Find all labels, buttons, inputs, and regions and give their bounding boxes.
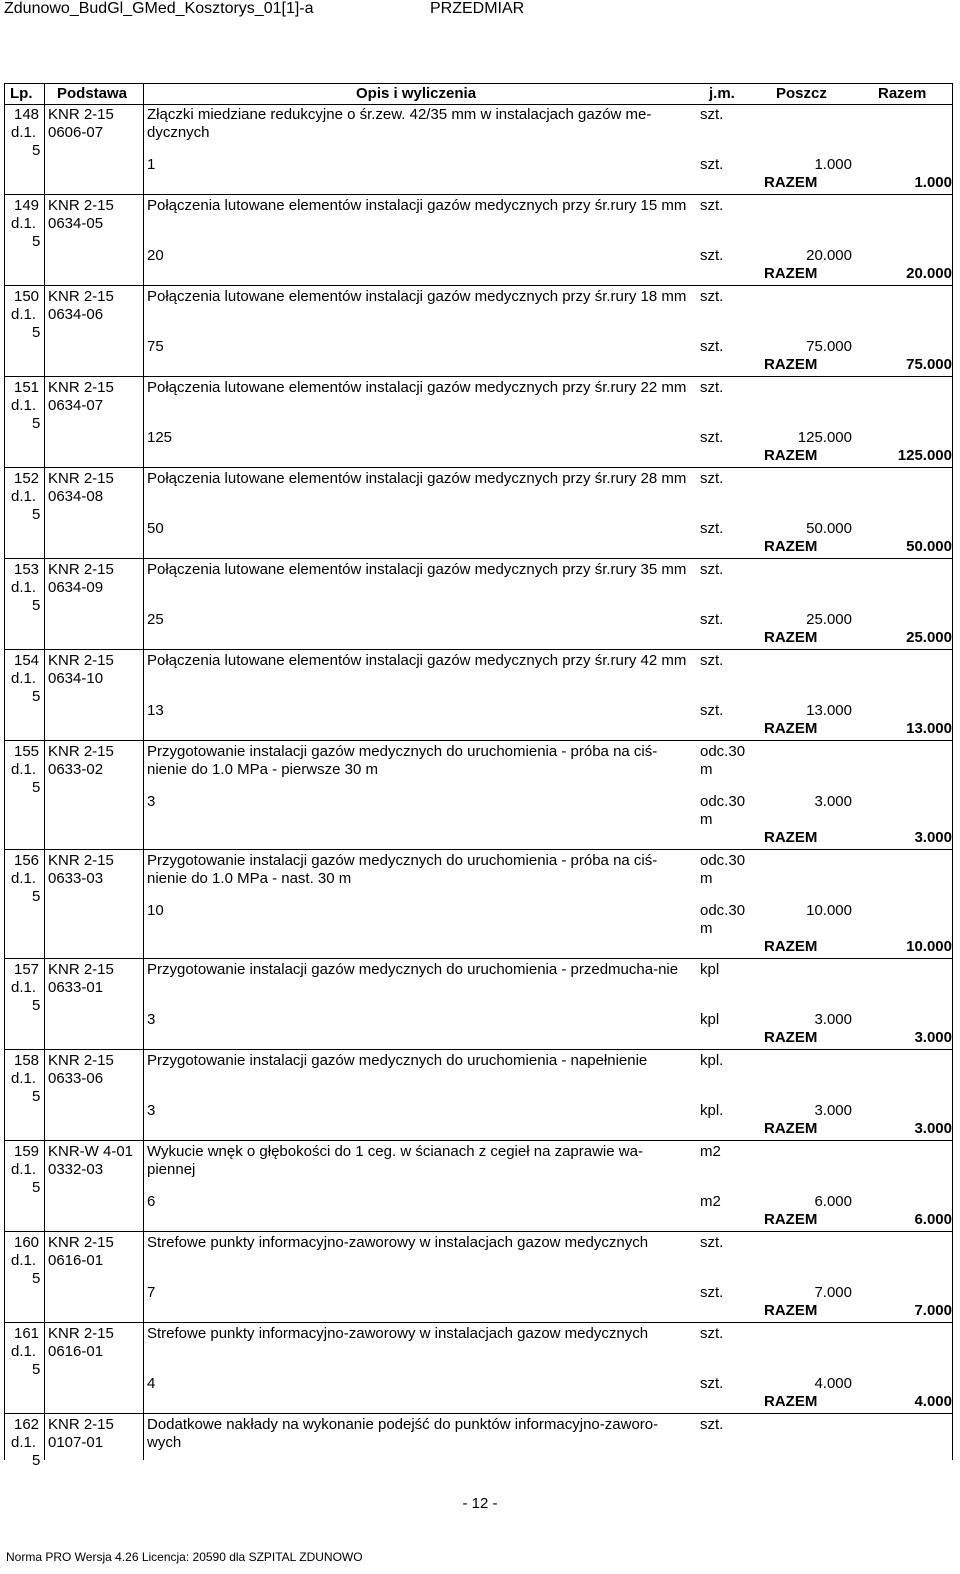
item-unit: szt.: [700, 1234, 724, 1251]
item-quantity: 25: [147, 611, 164, 628]
item-quantity-value: 25.000: [806, 611, 852, 628]
item-unit: szt.: [700, 1416, 724, 1433]
table-row: [4, 377, 952, 468]
item-quantity-unit: szt.: [700, 1284, 724, 1301]
item-total-value: 3.000: [914, 1029, 952, 1046]
item-lp-line: d.1.: [11, 670, 37, 687]
item-quantity: 3: [147, 1102, 156, 1119]
table-row: [4, 559, 952, 650]
item-total-label: RAZEM: [764, 829, 818, 846]
item-description: Przygotowanie instalacji gazów medycznych do uruchomienia - przedmucha-nie: [147, 961, 679, 978]
table-row: [4, 195, 952, 286]
item-unit: szt.: [700, 470, 724, 487]
table-row: [4, 1414, 952, 1482]
item-basis-line: 0332-03: [48, 1161, 104, 1178]
item-basis-line: 0606-07: [48, 124, 104, 141]
item-description: Strefowe punkty informacyjno-zaworowy w instalacjach gazow medycznych: [147, 1325, 649, 1342]
item-description: Połączenia lutowane elementów instalacji gazów medycznych przy śr.rury 15 mm: [147, 197, 687, 214]
item-quantity-value: 125.000: [797, 429, 852, 446]
item-description: Połączenia lutowane elementów instalacji gazów medycznych przy śr.rury 28 mm: [147, 470, 687, 487]
item-lp-line: 149: [14, 197, 40, 214]
item-lp-line: 161: [14, 1325, 40, 1342]
item-lp-line: d.1.: [11, 488, 37, 505]
item-basis-line: 0633-02: [48, 761, 104, 778]
item-lp-line: 157: [14, 961, 40, 978]
item-lp-line: d.1.: [11, 1070, 37, 1087]
item-total-label: RAZEM: [764, 1393, 818, 1410]
item-basis-line: 0634-08: [48, 488, 104, 505]
item-lp-line: 5: [32, 888, 41, 905]
item-lp-line: d.1.: [11, 870, 37, 887]
item-quantity-value: 7.000: [814, 1284, 852, 1301]
item-total-label: RAZEM: [764, 265, 818, 282]
item-basis-line: 0616-01: [48, 1343, 104, 1360]
item-lp-line: d.1.: [11, 215, 37, 232]
item-description: Przygotowanie instalacji gazów medycznych do uruchomienia - próba na ciś-nienie do 1.0 MPa - nast. 30 m: [147, 852, 658, 887]
item-quantity: 75: [147, 338, 164, 355]
item-lp-line: 159: [14, 1143, 40, 1160]
item-total-value: 50.000: [906, 538, 952, 555]
page-number: - 12 -: [462, 1495, 498, 1512]
col-razem: Razem: [878, 85, 927, 102]
item-quantity-value: 3.000: [814, 793, 852, 810]
item-total-value: 1.000: [914, 174, 952, 191]
item-description: Połączenia lutowane elementów instalacji gazów medycznych przy śr.rury 42 mm: [147, 652, 687, 669]
item-lp-line: 5: [32, 1179, 41, 1196]
table-row: [4, 1141, 952, 1232]
item-total-label: RAZEM: [764, 1302, 818, 1319]
item-quantity: 1: [147, 156, 156, 173]
item-unit: szt.: [700, 197, 724, 214]
item-lp-line: d.1.: [11, 1434, 37, 1451]
item-basis-line: 0634-10: [48, 670, 104, 687]
item-total-value: 20.000: [906, 265, 952, 282]
item-total-value: 3.000: [914, 829, 952, 846]
item-basis-line: 0634-05: [48, 215, 104, 232]
item-lp-line: 155: [14, 743, 40, 760]
item-quantity: 50: [147, 520, 164, 537]
item-basis-line: KNR 2-15: [48, 379, 114, 396]
item-quantity-value: 3.000: [814, 1102, 852, 1119]
item-basis-line: KNR-W 4-01: [48, 1143, 134, 1160]
footer-note: Norma PRO Wersja 4.26 Licencja: 20590 dla SZPITAL ZDUNOWO: [6, 1550, 363, 1564]
item-quantity-unit: szt.: [700, 611, 724, 628]
item-lp-line: d.1.: [11, 306, 37, 323]
item-quantity-unit: kpl: [700, 1011, 720, 1028]
item-lp-line: d.1.: [11, 1252, 37, 1269]
item-basis-line: 0616-01: [48, 1252, 104, 1269]
col-podstawa: Podstawa: [57, 85, 128, 102]
item-quantity-value: 75.000: [806, 338, 852, 355]
item-lp-line: 160: [14, 1234, 40, 1251]
item-unit: odc.30 m: [700, 852, 746, 887]
item-lp-line: 150: [14, 288, 40, 305]
item-lp-line: d.1.: [11, 1161, 37, 1178]
item-lp-line: 5: [32, 324, 41, 341]
item-basis-line: 0633-01: [48, 979, 104, 996]
item-quantity-value: 6.000: [814, 1193, 852, 1210]
item-lp-line: 5: [32, 997, 41, 1014]
item-total-value: 75.000: [906, 356, 952, 373]
item-unit: odc.30 m: [700, 743, 746, 778]
item-description: Dodatkowe nakłady na wykonanie podejść do punktów informacyjno-zaworo-wych: [147, 1416, 659, 1451]
item-lp-line: 5: [32, 1270, 41, 1287]
item-lp-line: 5: [32, 1088, 41, 1105]
item-total-label: RAZEM: [764, 356, 818, 373]
item-quantity-value: 3.000: [814, 1011, 852, 1028]
item-basis-line: KNR 2-15: [48, 961, 114, 978]
table-row: [4, 1050, 952, 1141]
item-basis-line: KNR 2-15: [48, 106, 114, 123]
table-row: [4, 468, 952, 559]
item-unit: kpl: [700, 961, 720, 978]
item-lp-line: 5: [32, 597, 41, 614]
item-quantity-unit: szt.: [700, 520, 724, 537]
item-quantity-unit: szt.: [700, 338, 724, 355]
item-total-value: 13.000: [906, 720, 952, 737]
item-description: Przygotowanie instalacji gazów medycznych do uruchomienia - napełnienie: [147, 1052, 648, 1069]
item-quantity: 10: [147, 902, 164, 919]
col-opis: Opis i wyliczenia: [356, 85, 477, 102]
col-lp: Lp.: [10, 85, 33, 102]
item-lp-line: d.1.: [11, 579, 37, 596]
item-basis-line: KNR 2-15: [48, 852, 114, 869]
item-total-value: 10.000: [906, 938, 952, 955]
table-row: [4, 286, 952, 377]
item-basis-line: 0634-07: [48, 397, 104, 414]
item-total-value: 4.000: [914, 1393, 952, 1410]
item-quantity-value: 50.000: [806, 520, 852, 537]
item-basis-line: KNR 2-15: [48, 1234, 114, 1251]
item-lp-line: 5: [32, 688, 41, 705]
item-basis-line: 0633-06: [48, 1070, 104, 1087]
item-basis-line: KNR 2-15: [48, 1325, 114, 1342]
item-quantity: 125: [147, 429, 173, 446]
item-quantity-value: 20.000: [806, 247, 852, 264]
item-description: Wykucie wnęk o głębokości do 1 ceg. w ścianach z cegieł na zaprawie wa-piennej: [147, 1143, 643, 1178]
item-basis-line: 0634-09: [48, 579, 104, 596]
item-lp-line: 5: [32, 506, 41, 523]
item-total-value: 7.000: [914, 1302, 952, 1319]
table-row: [4, 104, 952, 195]
item-lp-line: 5: [32, 233, 41, 250]
item-description: Przygotowanie instalacji gazów medycznych do uruchomienia - próba na ciś-nienie do 1.0 MPa - pierwsze 30 m: [147, 743, 658, 778]
item-total-label: RAZEM: [764, 1120, 818, 1137]
item-quantity: 4: [147, 1375, 156, 1392]
item-basis-line: 0107-01: [48, 1434, 104, 1451]
item-lp-line: 5: [32, 1452, 41, 1469]
table-row: [4, 650, 952, 741]
item-quantity: 7: [147, 1284, 156, 1301]
item-quantity: 3: [147, 793, 156, 810]
item-total-value: 25.000: [906, 629, 952, 646]
item-unit: szt.: [700, 652, 724, 669]
table-row: [4, 959, 952, 1050]
item-unit: kpl.: [700, 1052, 724, 1069]
item-quantity: 6: [147, 1193, 156, 1210]
table-row: [4, 1323, 952, 1414]
item-unit: szt.: [700, 379, 724, 396]
item-quantity-value: 13.000: [806, 702, 852, 719]
item-basis-line: KNR 2-15: [48, 1052, 114, 1069]
table-row: [4, 1232, 952, 1323]
item-quantity-unit: szt.: [700, 247, 724, 264]
table-header: [4, 83, 952, 105]
item-description: Połączenia lutowane elementów instalacji gazów medycznych przy śr.rury 18 mm: [147, 288, 687, 305]
item-quantity-unit: m2: [700, 1193, 721, 1210]
estimate-items: [4, 104, 952, 1482]
item-unit: szt.: [700, 561, 724, 578]
item-quantity: 20: [147, 247, 164, 264]
item-lp-line: 156: [14, 852, 40, 869]
item-quantity-value: 4.000: [814, 1375, 852, 1392]
item-total-label: RAZEM: [764, 1029, 818, 1046]
item-quantity-unit: odc.30 m: [700, 902, 746, 937]
item-unit: m2: [700, 1143, 721, 1160]
item-basis-line: KNR 2-15: [48, 470, 114, 487]
table-right-border: [952, 83, 953, 1460]
item-total-label: RAZEM: [764, 447, 818, 464]
item-basis-line: KNR 2-15: [48, 561, 114, 578]
item-lp-line: d.1.: [11, 397, 37, 414]
item-basis-line: KNR 2-15: [48, 288, 114, 305]
item-lp-line: d.1.: [11, 124, 37, 141]
item-description: Strefowe punkty informacyjno-zaworowy w instalacjach gazow medycznych: [147, 1234, 649, 1251]
item-description: Złączki miedziane redukcyjne o śr.zew. 42/35 mm w instalacjach gazów me-dycznych: [147, 106, 652, 141]
item-total-value: 6.000: [914, 1211, 952, 1228]
item-lp-line: 152: [14, 470, 40, 487]
item-basis-line: KNR 2-15: [48, 743, 114, 760]
item-lp-line: 162: [14, 1416, 40, 1433]
item-quantity-unit: szt.: [700, 429, 724, 446]
item-total-label: RAZEM: [764, 538, 818, 555]
item-total-value: 3.000: [914, 1120, 952, 1137]
item-quantity-value: 10.000: [806, 902, 852, 919]
document-title: Zdunowo_BudGl_GMed_Kosztorys_01[1]-a: [4, 0, 314, 17]
item-quantity-value: 1.000: [814, 156, 852, 173]
item-lp-line: 154: [14, 652, 40, 669]
item-total-label: RAZEM: [764, 938, 818, 955]
item-lp-line: 5: [32, 142, 41, 159]
item-total-label: RAZEM: [764, 1211, 818, 1228]
item-lp-line: 158: [14, 1052, 40, 1069]
item-lp-line: d.1.: [11, 979, 37, 996]
item-basis-line: 0634-06: [48, 306, 104, 323]
item-total-label: RAZEM: [764, 174, 818, 191]
item-lp-line: 153: [14, 561, 40, 578]
item-description: Połączenia lutowane elementów instalacji gazów medycznych przy śr.rury 35 mm: [147, 561, 687, 578]
item-unit: szt.: [700, 106, 724, 123]
item-quantity-unit: szt.: [700, 1375, 724, 1392]
document-subtitle: PRZEDMIAR: [430, 0, 525, 17]
item-description: Połączenia lutowane elementów instalacji gazów medycznych przy śr.rury 22 mm: [147, 379, 687, 396]
item-lp-line: d.1.: [11, 761, 37, 778]
item-basis-line: KNR 2-15: [48, 197, 114, 214]
item-lp-line: 5: [32, 779, 41, 796]
item-total-label: RAZEM: [764, 720, 818, 737]
item-quantity-unit: szt.: [700, 156, 724, 173]
table-row: [4, 850, 952, 959]
item-unit: szt.: [700, 288, 724, 305]
item-lp-line: 148: [14, 106, 40, 123]
item-total-label: RAZEM: [764, 629, 818, 646]
item-basis-line: 0633-03: [48, 870, 104, 887]
col-jm: j.m.: [709, 85, 735, 102]
item-lp-line: 151: [14, 379, 40, 396]
item-lp-line: 5: [32, 1361, 41, 1378]
item-lp-line: d.1.: [11, 1343, 37, 1360]
item-quantity: 3: [147, 1011, 156, 1028]
item-quantity-unit: szt.: [700, 702, 724, 719]
table-row: [4, 741, 952, 850]
item-quantity-unit: odc.30 m: [700, 793, 746, 828]
item-basis-line: KNR 2-15: [48, 1416, 114, 1433]
item-quantity-unit: kpl.: [700, 1102, 724, 1119]
item-total-value: 125.000: [897, 447, 952, 464]
col-poszcz: Poszcz: [776, 85, 827, 102]
item-unit: szt.: [700, 1325, 724, 1342]
item-lp-line: 5: [32, 415, 41, 432]
item-quantity: 13: [147, 702, 164, 719]
item-basis-line: KNR 2-15: [48, 652, 114, 669]
